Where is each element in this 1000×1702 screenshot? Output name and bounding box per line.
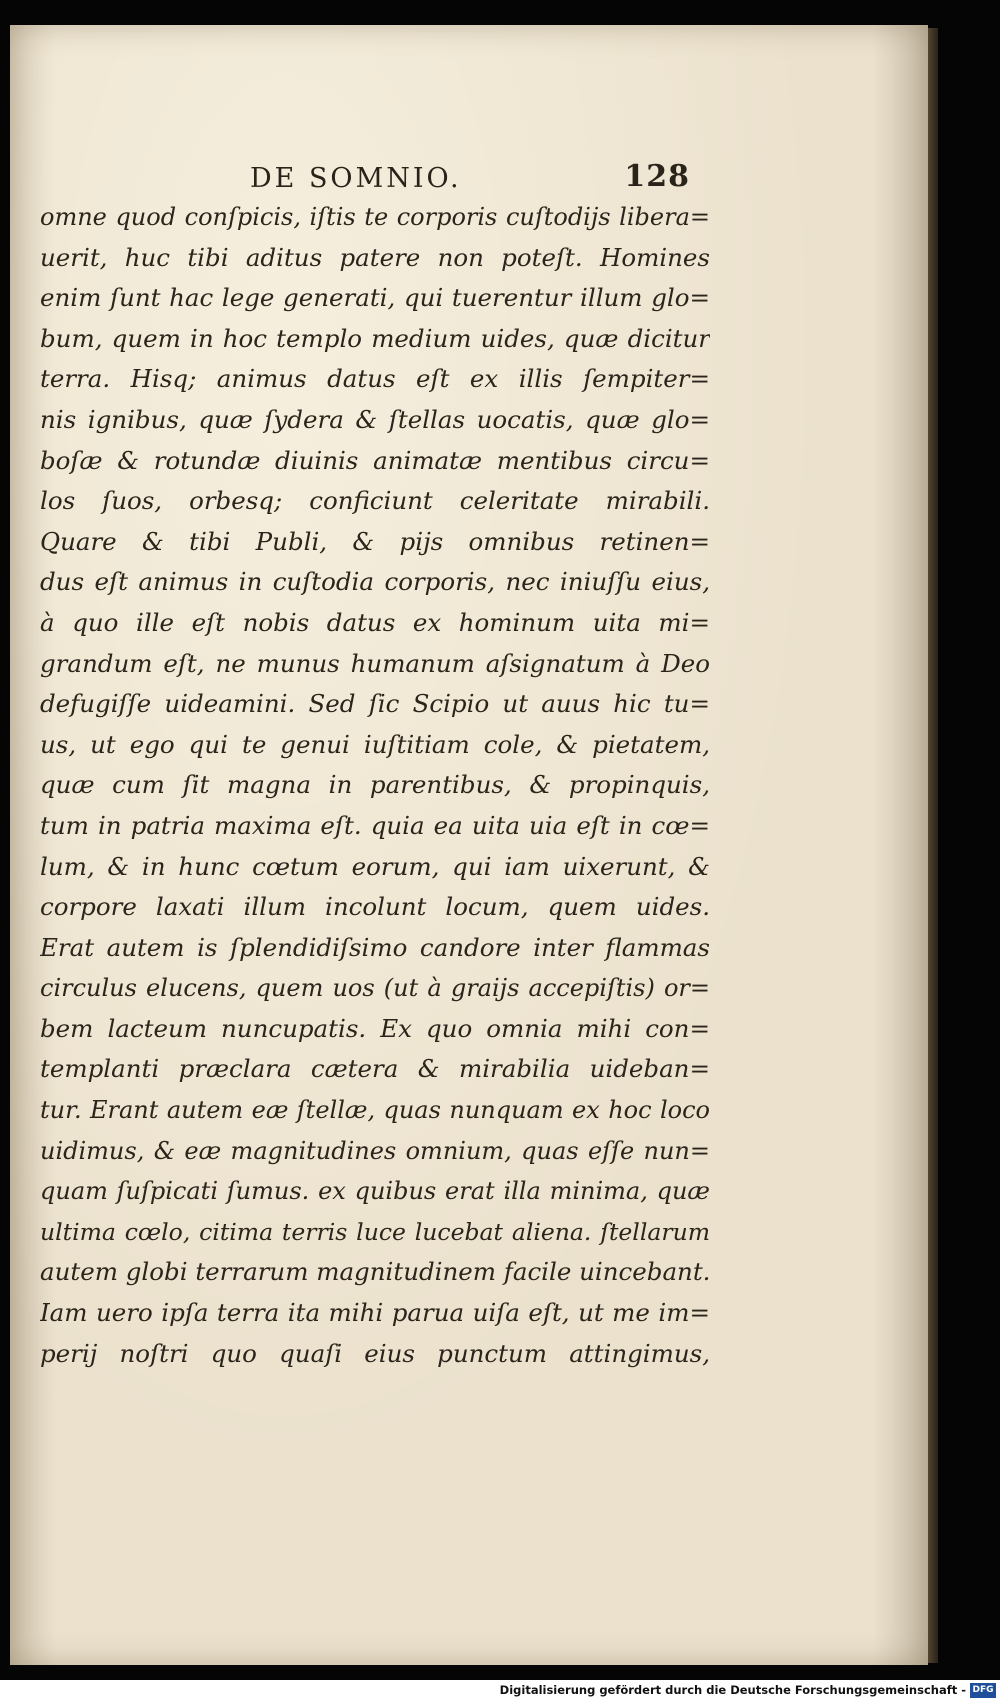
- text-line: uidimus, & eæ magnitudines omnium, quas eſſe nun=: [40, 1136, 710, 1165]
- body-text: [40, 197, 710, 1374]
- text-line: autem globi terrarum magnitudinem facile uincebant.: [40, 1257, 710, 1287]
- text-line: Iam uero ipſa terra ita mihi parua uiſa eſt, ut me im=: [40, 1298, 710, 1328]
- text-line: corpore laxati illum incolunt locum, quem uides.: [40, 892, 710, 922]
- text-line: dus eſt animus in cuſtodia corporis, nec iniuſſu eius,: [40, 567, 710, 597]
- footer-bar: [0, 1680, 1000, 1702]
- dfg-logo: DFG: [970, 1683, 996, 1698]
- text-line: lum, & in hunc cœtum eorum, qui iam uixerunt, &: [40, 851, 710, 881]
- text-line: nis ignibus, quæ ſydera & ſtellas uocatis, quæ glo=: [40, 404, 710, 434]
- text-line: los ſuos, orbesq; conficiunt celeritate mirabili.: [40, 486, 710, 516]
- text-line: bem lacteum nuncupatis. Ex quo omnia mihi con=: [40, 1013, 710, 1043]
- text-line: Quare & tibi Publi, & pijs omnibus retinen=: [40, 526, 710, 556]
- text-line: terra. Hisq; animus datus eſt ex illis ſempiter=: [40, 364, 710, 394]
- text-line: ultima cœlo, citima terris luce lucebat aliena. ſtellarum: [40, 1217, 710, 1246]
- text-line: us, ut ego qui te genui iuſtitiam cole, & pietatem,: [40, 729, 710, 759]
- text-line: circulus elucens, quem uos (ut à graijs accepiſtis) or=: [40, 974, 710, 1003]
- text-line: tum in patria maxima eſt. quia ea uita uia eſt in cœ=: [40, 810, 710, 840]
- text-line: quam ſuſpicati ſumus. ex quibus erat illa minima, quæ: [40, 1177, 710, 1206]
- text-line: quæ cum ſit magna in parentibus, & propinquis,: [40, 770, 710, 800]
- text-line: tur. Erant autem eæ ſtellæ, quas nunquam ex hoc loco: [40, 1096, 710, 1125]
- text-line: perij noſtri quo quaſi eius punctum attingimus,: [40, 1338, 710, 1368]
- text-line: defugiſſe uideamini. Sed ſic Scipio ut auus hic tu=: [40, 689, 710, 719]
- text-line: boſæ & rotundæ diuinis animatæ mentibus circu=: [40, 445, 710, 475]
- text-line: bum, quem in hoc templo medium uides, quæ dicitur: [40, 323, 710, 353]
- text-line: grandum eſt, ne munus humanum aſsignatum à Deo: [40, 648, 710, 678]
- text-line: omne quod conſpicis, iſtis te corporis cuſtodijs libera=: [40, 203, 710, 231]
- text-line: Erat autem is ſplendidiſsimo candore inter flammas: [40, 932, 710, 962]
- footer-credit: Digitalisierung gefördert durch die Deutsche Forschungsgemeinschaft -: [499, 1683, 966, 1697]
- text-line: templanti præclara cætera & mirabilia uideban=: [40, 1054, 710, 1084]
- text-line: à quo ille eſt nobis datus ex hominum uita mi=: [40, 607, 710, 637]
- text-line: uerit, huc tibi aditus patere non poteſt. Homines: [40, 242, 710, 272]
- text-line: enim ſunt hac lege generati, qui tuerentur illum glo=: [40, 283, 710, 313]
- running-title: DE SOMNIO.: [250, 163, 462, 194]
- book-page: [10, 25, 928, 1665]
- page-number: 128: [624, 159, 690, 194]
